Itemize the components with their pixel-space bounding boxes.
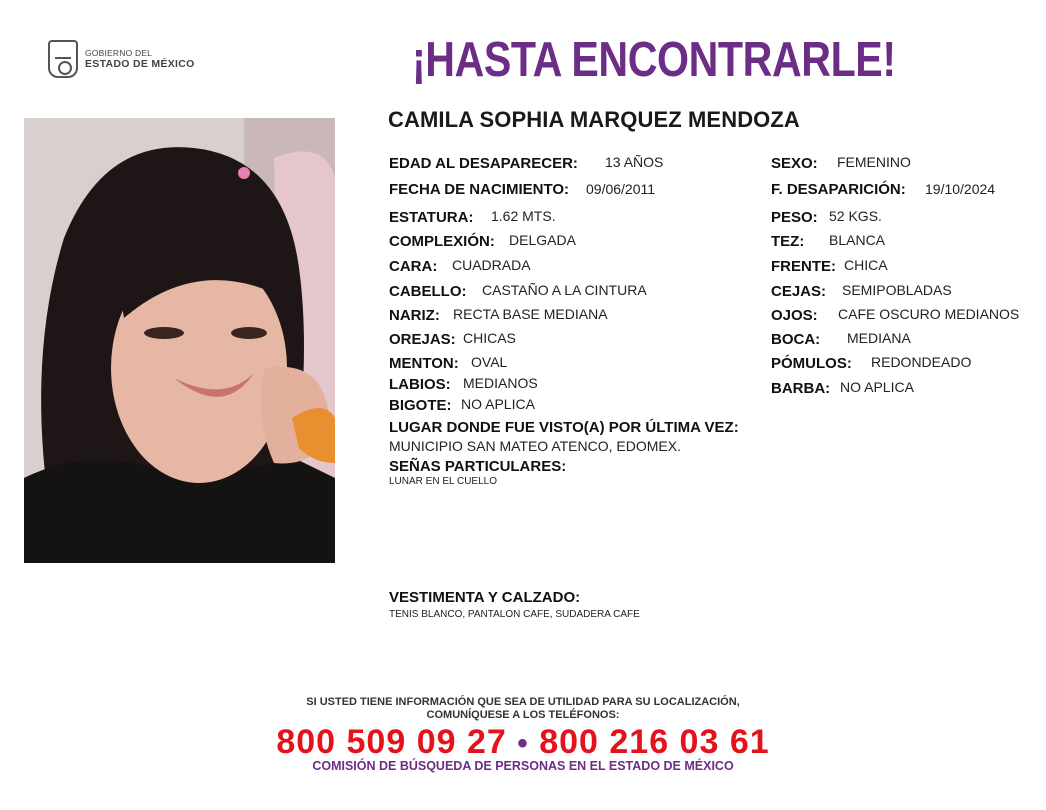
- desaparicion-value: 19/10/2024: [925, 181, 996, 197]
- estatura-value: 1.62 MTS.: [491, 208, 556, 224]
- logo-line1: GOBIERNO DEL: [85, 48, 153, 58]
- labios-label: LABIOS:: [389, 376, 451, 393]
- info-line2: COMUNÍQUESE A LOS TELÉFONOS:: [426, 709, 620, 721]
- edad-label: EDAD AL DESAPARECER:: [389, 155, 578, 172]
- labios-value: MEDIANOS: [463, 375, 538, 391]
- bigote-value: NO APLICA: [461, 396, 535, 412]
- cejas-value: SEMIPOBLADAS: [842, 282, 952, 298]
- phone-numbers: [0, 723, 1046, 762]
- missing-person-photo: [24, 118, 335, 563]
- ojos-value: CAFE OSCURO MEDIANOS: [838, 306, 1020, 322]
- complexion-value: DELGADA: [509, 232, 576, 248]
- boca-label: BOCA:: [771, 331, 821, 348]
- frente-value: CHICA: [844, 257, 888, 273]
- sexo-value: FEMENINO: [837, 154, 911, 170]
- tez-value: BLANCA: [829, 232, 886, 248]
- frente-label: FRENTE:: [771, 258, 836, 275]
- barba-value: NO APLICA: [840, 379, 914, 395]
- ojos-label: OJOS:: [771, 307, 818, 324]
- cabello-value: CASTAÑO A LA CINTURA: [482, 282, 647, 298]
- bigote-label: BIGOTE:: [389, 397, 452, 414]
- headline: ¡HASTA ENCONTRARLE!: [412, 33, 896, 87]
- commission-name: COMISIÓN DE BÚSQUEDA DE PERSONAS EN EL ESTADO DE MÉXICO: [312, 759, 734, 773]
- phone-1[interactable]: 800 509 09 27: [276, 723, 507, 761]
- person-name: CAMILA SOPHIA MARQUEZ MENDOZA: [388, 107, 800, 132]
- barba-label: BARBA:: [771, 380, 831, 397]
- nacimiento-label: FECHA DE NACIMIENTO:: [389, 181, 569, 198]
- menton-label: MENTON:: [389, 355, 459, 372]
- pomulos-label: PÓMULOS:: [771, 355, 852, 372]
- portrait-illustration: [24, 118, 335, 563]
- boca-value: MEDIANA: [847, 330, 911, 346]
- phone-2[interactable]: 800 216 03 61: [539, 723, 770, 761]
- info-request: [0, 696, 1046, 722]
- pomulos-value: REDONDEADO: [871, 354, 972, 370]
- nacimiento-value: 09/06/2011: [586, 181, 656, 197]
- info-line1: SI USTED TIENE INFORMACIÓN QUE SEA DE UTILIDAD PARA SU LOCALIZACIÓN,: [306, 696, 740, 708]
- orejas-label: OREJAS:: [389, 331, 456, 348]
- lugar-label: LUGAR DONDE FUE VISTO(A) POR ÚLTIMA VEZ:: [389, 419, 739, 436]
- estatura-label: ESTATURA:: [389, 209, 474, 226]
- peso-label: PESO:: [771, 209, 818, 226]
- cara-label: CARA:: [389, 258, 438, 275]
- edad-value: 13 AÑOS: [605, 154, 664, 170]
- desaparicion-label: F. DESAPARICIÓN:: [771, 181, 906, 198]
- cabello-label: CABELLO:: [389, 283, 467, 300]
- coat-of-arms-icon: [48, 40, 78, 78]
- vestimenta-label: VESTIMENTA Y CALZADO:: [389, 589, 581, 606]
- nariz-label: NARIZ:: [389, 307, 440, 324]
- lugar-value: MUNICIPIO SAN MATEO ATENCO, EDOMEX.: [389, 438, 681, 454]
- senas-label: SEÑAS PARTICULARES:: [389, 458, 567, 475]
- complexion-label: COMPLEXIÓN:: [389, 233, 495, 250]
- cara-value: CUADRADA: [452, 257, 531, 273]
- sexo-label: SEXO:: [771, 155, 818, 172]
- senas-value: LUNAR EN EL CUELLO: [389, 476, 497, 487]
- vestimenta-value: TENIS BLANCO, PANTALON CAFE, SUDADERA CAFE: [389, 609, 640, 620]
- peso-value: 52 KGS.: [829, 208, 882, 224]
- cejas-label: CEJAS:: [771, 283, 827, 300]
- nariz-value: RECTA BASE MEDIANA: [453, 306, 608, 322]
- orejas-value: CHICAS: [463, 330, 516, 346]
- logo-line2: ESTADO DE MÉXICO: [85, 58, 195, 70]
- government-logo: [48, 40, 195, 78]
- menton-value: OVAL: [471, 354, 508, 370]
- tez-label: TEZ:: [771, 233, 805, 250]
- phone-separator: •: [517, 727, 529, 760]
